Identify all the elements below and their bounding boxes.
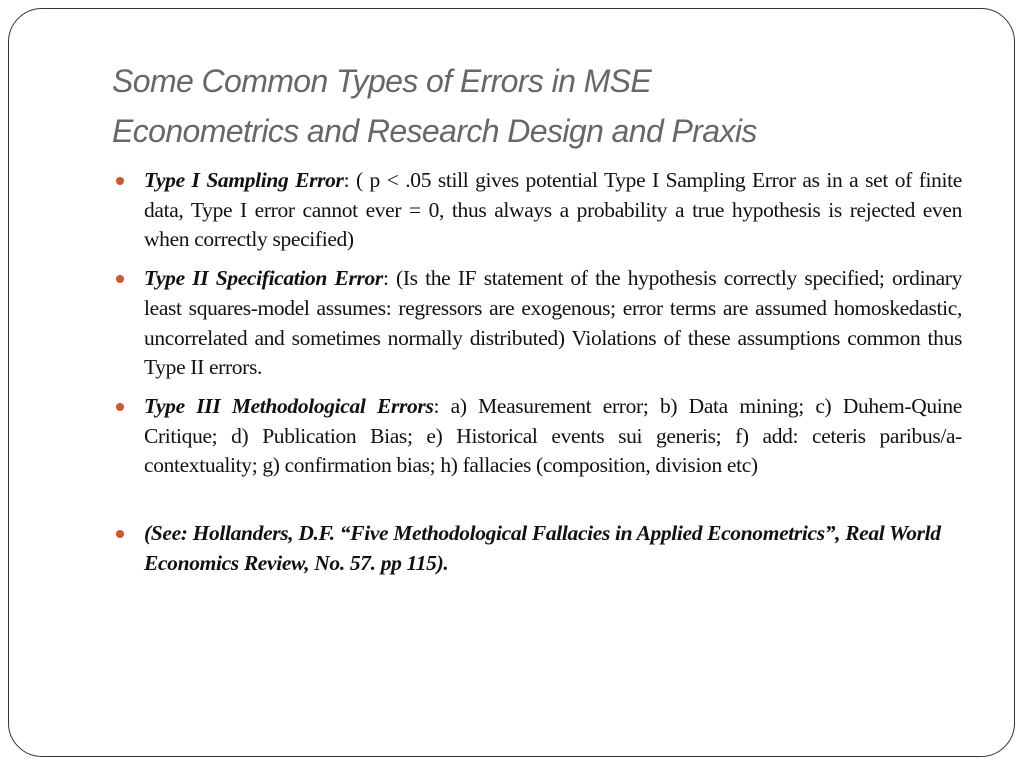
bullet-lead: Type I Sampling Error: [144, 168, 344, 192]
bullet-text: : ( p < .05 still gives potential Type I Sampling Error as in a set of finite data, Type I error cannot ever = 0, thus always a probability a true hypothesis is rejected even when correctly specified): [144, 168, 962, 252]
bullet-dot-icon: [116, 530, 124, 538]
citation-text: (See: Hollanders, D.F. “Five Methodological Fallacies in Applied Econometrics”, Real World Economics Review, No. 57. pp 115).: [144, 521, 941, 575]
bullet-text: : a) Measurement error; b) Data mining; c) Duhem-Quine Critique; d) Publication Bias; e) Historical events sui generis; f) add: ceteris paribus/a-contextuality; g) confirmation bias; h) fallacies (composition, division etc): [144, 393, 963, 478]
bullet-lead: Type III Methodological Errors: [144, 393, 434, 418]
bullet-item-type-2: [144, 264, 962, 383]
title-line-1: Some Common Types of Errors in MSE: [112, 63, 652, 99]
bullet-lead: Type II Specification Error: [144, 266, 383, 291]
bullet-text: : (Is the IF statement of the hypothesis correctly specified; ordinary least squares-model assumes: regressors are exogenous; error terms are assumed homoskedastic, uncorrelated and sometimes normally distributed) Violations of these assumptions common thus Type II errors.: [144, 266, 963, 380]
bullet-dot-icon: [116, 403, 124, 411]
bullet-item-citation: [144, 519, 962, 578]
title-line-2: Econometrics and Research Design and Praxis: [112, 113, 757, 149]
bullet-dot-icon: [116, 177, 124, 185]
slide-title: [112, 56, 972, 156]
bullet-item-type-3: [144, 392, 962, 481]
bullet-item-type-1: [144, 166, 962, 255]
bullet-list: [144, 166, 962, 587]
